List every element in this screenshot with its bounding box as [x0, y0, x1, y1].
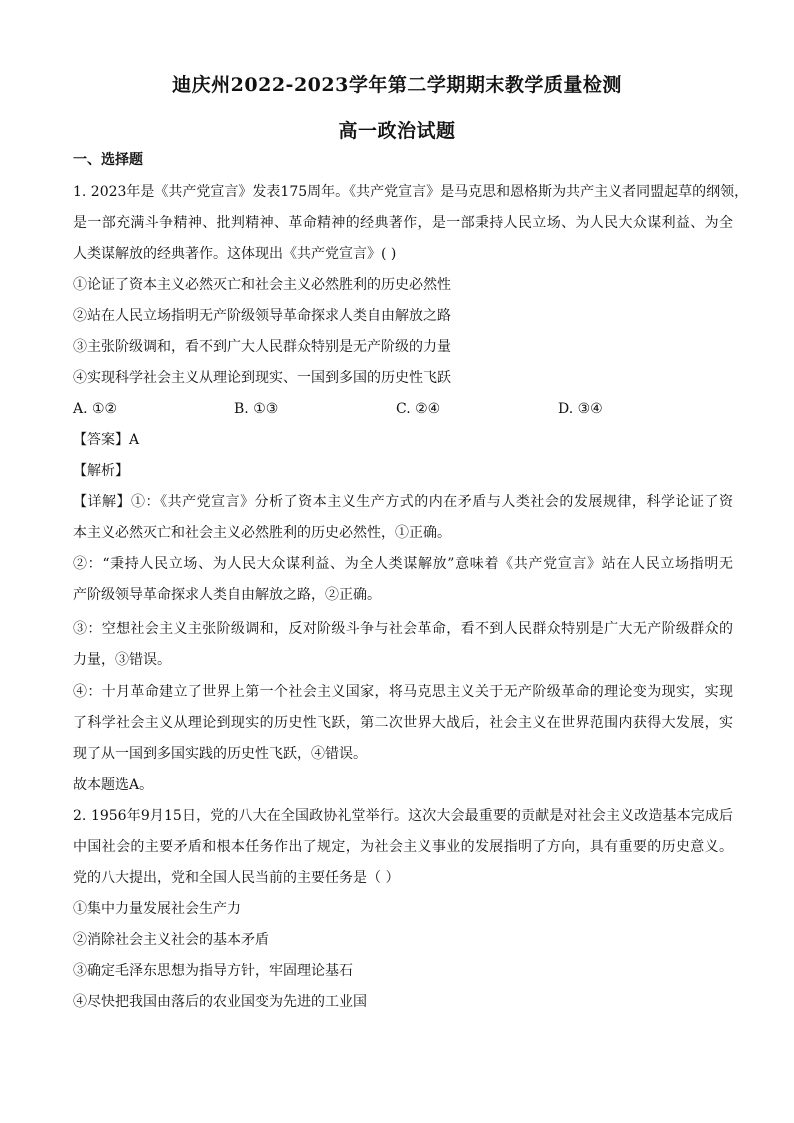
q2-statement: ②消除社会主义社会的基本矛盾 — [73, 932, 269, 948]
q1-explanation-line: 了科学社会主义从理论到现实的历史性飞跃，第二次世界大战后，社会主义在世界范围内获得大发展，实 — [73, 715, 733, 731]
q1-option-b: B. ①③ — [234, 401, 279, 417]
q1-answer: 【答案】A — [73, 432, 140, 448]
q1-stem-line: 人类谋解放的经典著作。这体现出《共产党宣言》( ) — [73, 246, 397, 262]
exam-title: 迪庆州2022-2023学年第二学期期末教学质量检测 — [172, 74, 622, 96]
q1-conclusion: 故本题选A。 — [73, 777, 154, 793]
q2-statement: ①集中力量发展社会生产力 — [73, 901, 241, 917]
q1-statement: ③主张阶级调和，看不到广大人民群众特别是无产阶级的力量 — [73, 339, 451, 355]
q1-option-d: D. ③④ — [558, 401, 603, 417]
q1-analysis-label: 【解析】 — [73, 463, 129, 479]
q2-stem-line: 党的八大提出，党和全国人民当前的主要任务是（ ） — [73, 870, 400, 886]
q1-explanation-line: 产阶级领导革命探求人类自由解放之路，②正确。 — [73, 587, 381, 603]
q1-explanation-line: 现了从一国到多国实践的历史性飞跃，④错误。 — [73, 746, 367, 762]
q1-explanation-line: ④：十月革命建立了世界上第一个社会主义国家，将马克思主义关于无产阶级革命的理论变为现实，实现 — [73, 684, 733, 700]
q1-explanation-line: ③：空想社会主义主张阶级调和，反对阶级斗争与社会革命，看不到人民群众特别是广大无产阶级群众的 — [73, 621, 733, 637]
q1-explanation-line: 【详解】①：《共产党宣言》分析了资本主义生产方式的内在矛盾与人类社会的发展规律，科学论证了资 — [73, 494, 733, 510]
q1-option-a: A. ①② — [73, 401, 118, 417]
q1-statement: ①论证了资本主义必然灭亡和社会主义必然胜利的历史必然性 — [73, 277, 451, 293]
q1-stem-line: 1. 2023年是《共产党宣言》发表175周年。《共产党宣言》是马克思和恩格斯为共产主义者同盟起草的纲领， — [73, 184, 749, 200]
q1-stem-line: 是一部充满斗争精神、批判精神、革命精神的经典著作，是一部秉持人民立场、为人民大众谋利益、为全 — [73, 215, 733, 231]
q2-stem-line: 中国社会的主要矛盾和根本任务作出了规定，为社会主义事业的发展指明了方向，具有重要的历史意义。 — [73, 839, 733, 855]
exam-subtitle: 高一政治试题 — [338, 120, 456, 142]
q1-statement: ②站在人民立场指明无产阶级领导革命探求人类自由解放之路 — [73, 308, 451, 324]
q1-explanation-line: ②：“秉持人民立场、为人民大众谋利益、为全人类谋解放”意味着《共产党宣言》站在人民立场指明无 — [73, 556, 733, 572]
q2-stem-line: 2. 1956年9月15日，党的八大在全国政协礼堂举行。这次大会最重要的贡献是对社会主义改造基本完成后 — [73, 808, 733, 824]
section-heading: 一、选择题 — [73, 152, 143, 168]
q2-statement: ③确定毛泽东思想为指导方针，牢固理论基石 — [73, 963, 353, 979]
q2-statement: ④尽快把我国由落后的农业国变为先进的工业国 — [73, 994, 367, 1010]
q1-statement: ④实现科学社会主义从理论到现实、一国到多国的历史性飞跃 — [73, 370, 451, 386]
q1-option-c: C. ②④ — [396, 401, 441, 417]
q1-explanation-line: 力量，③错误。 — [73, 652, 171, 668]
q1-explanation-line: 本主义必然灭亡和社会主义必然胜利的历史必然性，①正确。 — [73, 525, 451, 541]
